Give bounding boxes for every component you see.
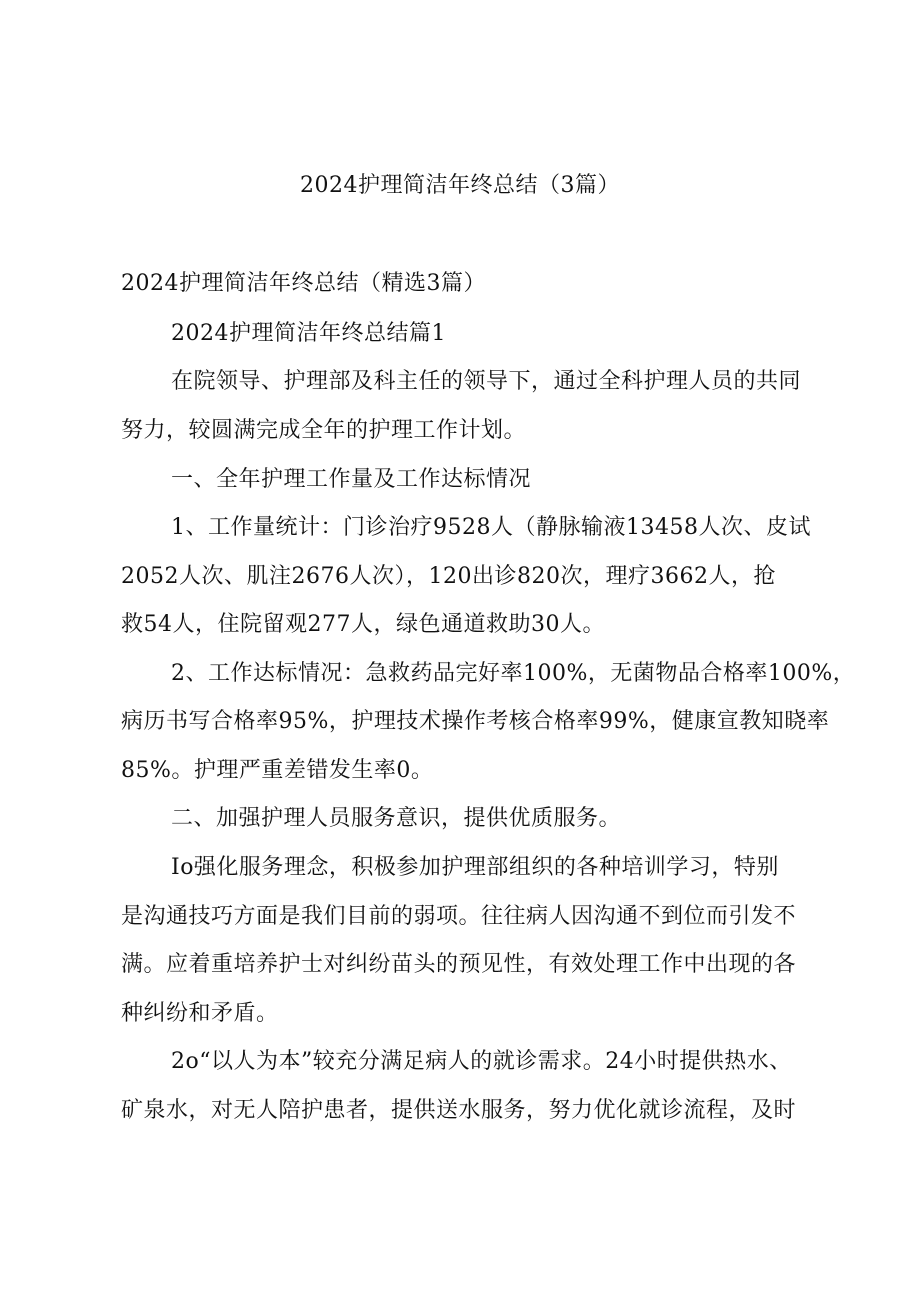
paragraph-line: 努力，较圆满完成全年的护理工作计划。 xyxy=(121,418,527,443)
paragraph-line: 救54人，住院留观277人，绿色通道救助30人。 xyxy=(121,612,605,637)
document-title: 2024护理简洁年终总结（3篇） xyxy=(300,173,620,198)
heading-line: 一、全年护理工作量及工作达标情况 xyxy=(171,467,532,492)
paragraph-line: 85%。护理严重差错发生率0。 xyxy=(121,758,434,783)
paragraph-line: 满。应着重培养护士对纠纷苗头的预见性，有效处理工作中出现的各 xyxy=(121,952,797,977)
paragraph-line: 病历书写合格率95%，护理技术操作考核合格率99%，健康宣教知晓率 xyxy=(121,709,830,734)
section-heading: 2024护理简洁年终总结篇1 xyxy=(171,321,446,346)
paragraph-line: 种纠纷和矛盾。 xyxy=(121,1001,279,1026)
document-subtitle: 2024护理简洁年终总结（精选3篇） xyxy=(121,271,486,296)
paragraph-line: 是沟通技巧方面是我们目前的弱项。往往病人因沟通不到位而引发不 xyxy=(121,904,797,929)
paragraph-line: 矿泉水，对无人陪护患者，提供送水服务，努力优化就诊流程，及时 xyxy=(121,1098,797,1123)
paragraph-line: 在院领导、护理部及科主任的领导下，通过全科护理人员的共同 xyxy=(171,369,802,394)
paragraph-line: Io强化服务理念，积极参加护理部组织的各种培训学习，特别 xyxy=(171,855,779,880)
paragraph-line: 2o“以人为本”较充分满足病人的就诊需求。24小时提供热水、 xyxy=(171,1049,792,1074)
paragraph-line: 1、工作量统计：门诊治疗9528人（静脉输液13458人次、皮试 xyxy=(171,515,811,540)
paragraph-line: 2052人次、肌注2676人次），120出诊820次，理疗3662人，抢 xyxy=(121,564,776,589)
paragraph-line: 2、工作达标情况：急救药品完好率100%，无菌物品合格率100%， xyxy=(171,661,856,686)
heading-line: 二、加强护理人员服务意识，提供优质服务。 xyxy=(171,806,622,831)
